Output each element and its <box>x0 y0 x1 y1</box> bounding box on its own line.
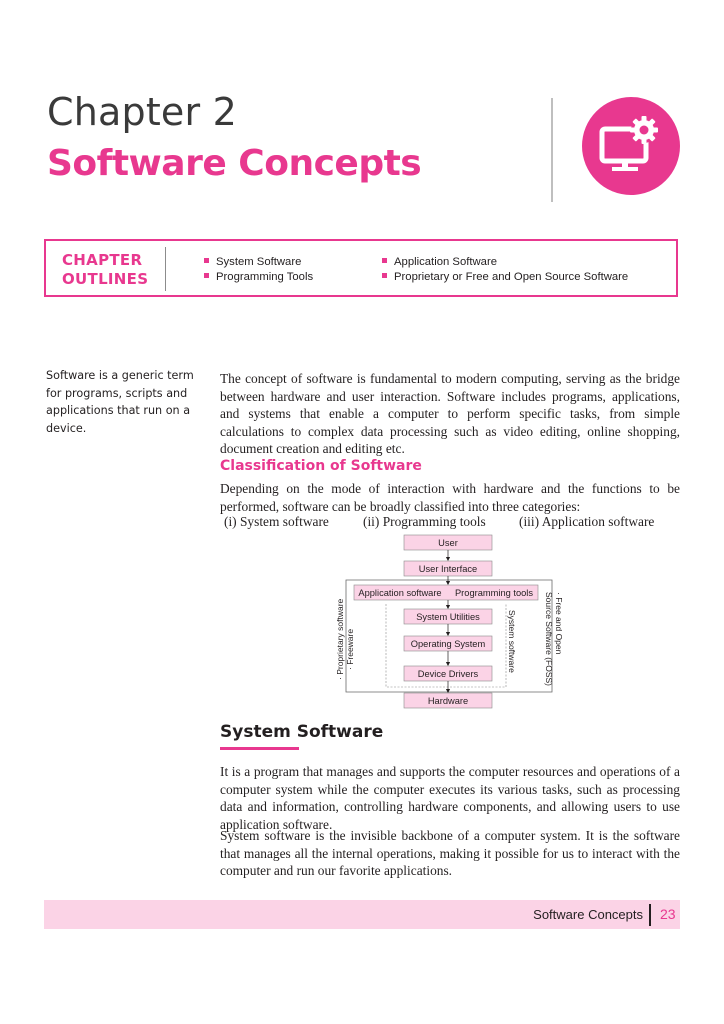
device-drivers-label: Device Drivers <box>417 669 479 679</box>
freeware-label: · Freeware <box>345 628 355 670</box>
programming-tools-label: Programming tools <box>454 588 534 598</box>
user-label: User <box>438 538 458 548</box>
bullet-icon <box>204 258 209 263</box>
bullet-icon <box>382 273 387 278</box>
header-divider <box>551 98 553 202</box>
operating-system-label: Operating System <box>410 639 486 649</box>
outline-item: Proprietary or Free and Open Source Software <box>382 271 628 283</box>
foss-label-2: Source Software (FOSS) <box>544 592 554 687</box>
outline-item: System Software <box>204 256 301 268</box>
intro-paragraph: The concept of software is fundamental to modern computing, serving as the bridge between hardware and user interaction. Software includes programs, applications, and systems that enable a computer to perform specific tasks, from simple calculations to complex data processing such as video editing, online shopping, document creation and editing etc. <box>220 371 680 457</box>
classification-heading: Classification of Software <box>220 458 422 474</box>
bullet-icon <box>382 258 387 263</box>
proprietary-software-label: · Proprietary software <box>335 598 345 680</box>
bullet-icon <box>204 273 209 278</box>
section-underline <box>220 747 299 750</box>
foss-label-1: · Free and Open <box>554 592 564 655</box>
outline-separator <box>165 247 166 291</box>
outline-label: CHAPTER OUTLINES <box>62 251 149 288</box>
system-software-paragraph-2: System software is the invisible backbone of a computer system. It is the software that manages all the internal operations, making it possible for us to interact with the computer and run our favorite applications. <box>220 828 680 879</box>
monitor-gear-icon <box>582 97 680 195</box>
section-heading: System Software <box>220 722 384 742</box>
category-item: (iii) Application software <box>519 514 655 529</box>
page-number: 23 <box>660 906 676 922</box>
margin-note: Software is a generic term for programs, scripts and applications that run on a device. <box>46 369 194 435</box>
user-interface-label: User Interface <box>418 564 478 574</box>
category-list <box>0 514 724 532</box>
software-classification-diagram <box>330 532 570 712</box>
system-software-label: System software <box>507 610 517 673</box>
outline-item: Application Software <box>382 256 497 268</box>
classification-paragraph: Depending on the mode of interaction with hardware and the functions to be performed, software can be broadly classified into three categories: <box>220 481 680 514</box>
system-software-paragraph-1: It is a program that manages and supports the computer resources and operations of a computer system while the computer executes its various tasks, such as processing data and information, controlling hardware components, and allowing users to use application software. <box>220 764 680 832</box>
system-utilities-label: System Utilities <box>416 612 480 622</box>
footer-separator <box>649 904 651 926</box>
category-item: (i) System software <box>224 514 329 529</box>
hardware-label: Hardware <box>427 696 469 706</box>
chapter-title: Software Concepts <box>47 143 422 184</box>
application-software-label: Application software <box>358 588 442 598</box>
chapter-number: Chapter 2 <box>47 90 237 134</box>
footer-title: Software Concepts <box>533 907 643 922</box>
outline-item: Programming Tools <box>204 271 313 283</box>
category-item: (ii) Programming tools <box>363 514 486 529</box>
